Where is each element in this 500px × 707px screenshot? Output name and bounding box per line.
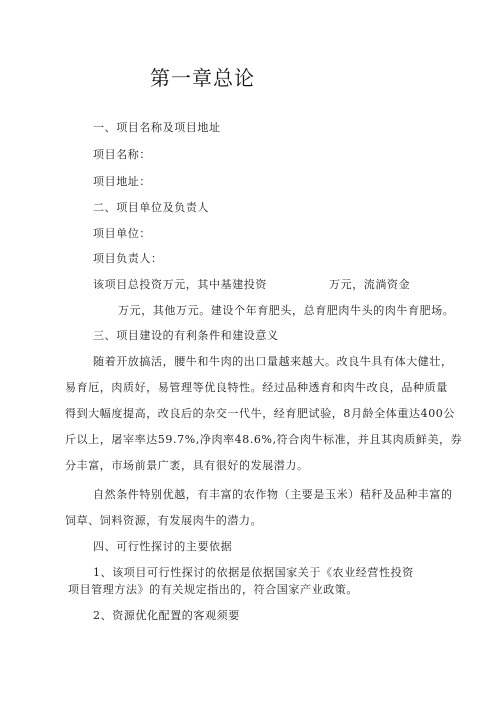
paragraph-line: 自然条件特别优越，有丰富的农作物（主要是玉米）秸秆及品种丰富的 [93,488,453,501]
paragraph-line: 随着开放搞活，腰牛和牛肉的出口量越来越大。改良牛具有体大健壮， [93,355,453,368]
section-heading-3: 三、项目建设的有利条件和建设意义 [93,329,279,342]
project-name-label: 项目名称： [93,148,151,161]
section-heading-1: 一、项目名称及项目地址 [93,121,221,134]
project-leader-label: 项目负责人： [93,252,163,265]
paragraph-line: 得到大幅度提高，改良后的杂交一代牛，经育肥试验，8月龄全体重达400公 [65,407,455,420]
investment-text-c: 万元，其他万元。建设个年育肥头，总育肥肉牛头的肉牛育肥场。 [118,304,455,317]
paragraph-line: 项目管理方法》的有关规定指出的，符合国家产业政策。 [68,583,358,596]
paragraph-line: 斤以上，屠宰率达59.7%,净肉率48.6%,符合肉牛标准，并且其肉质鲜美，券 [65,433,463,446]
paragraph-line: 1、该项目可行性探讨的依据是依据国家关于《农业经营性投资 [93,566,414,579]
paragraph-line: 饲草、饲料资源，有发展肉牛的潜力。 [65,514,263,527]
paragraph-line: 易育厄，肉质好，易管理等优良特性。经过品种透育和肉牛改良，品种质量 [65,381,448,394]
investment-text-b: 万元，流淌资金 [329,278,411,291]
project-address-label: 项目地址： [93,175,151,188]
paragraph-line: 分丰富，市场前景广袤，具有很好的发展潜力。 [65,459,309,472]
section-heading-4: 四、可行性探讨的主要依据 [93,540,233,553]
chapter-title: 第一章总论 [150,66,255,90]
subsection-heading: 2、资源优化配置的客观须要 [93,609,240,622]
project-unit-label: 项目单位： [93,227,151,240]
investment-text-a: 该项目总投资万元，其中基建投资 [93,278,267,291]
section-heading-2: 二、项目单位及负责人 [93,201,209,214]
